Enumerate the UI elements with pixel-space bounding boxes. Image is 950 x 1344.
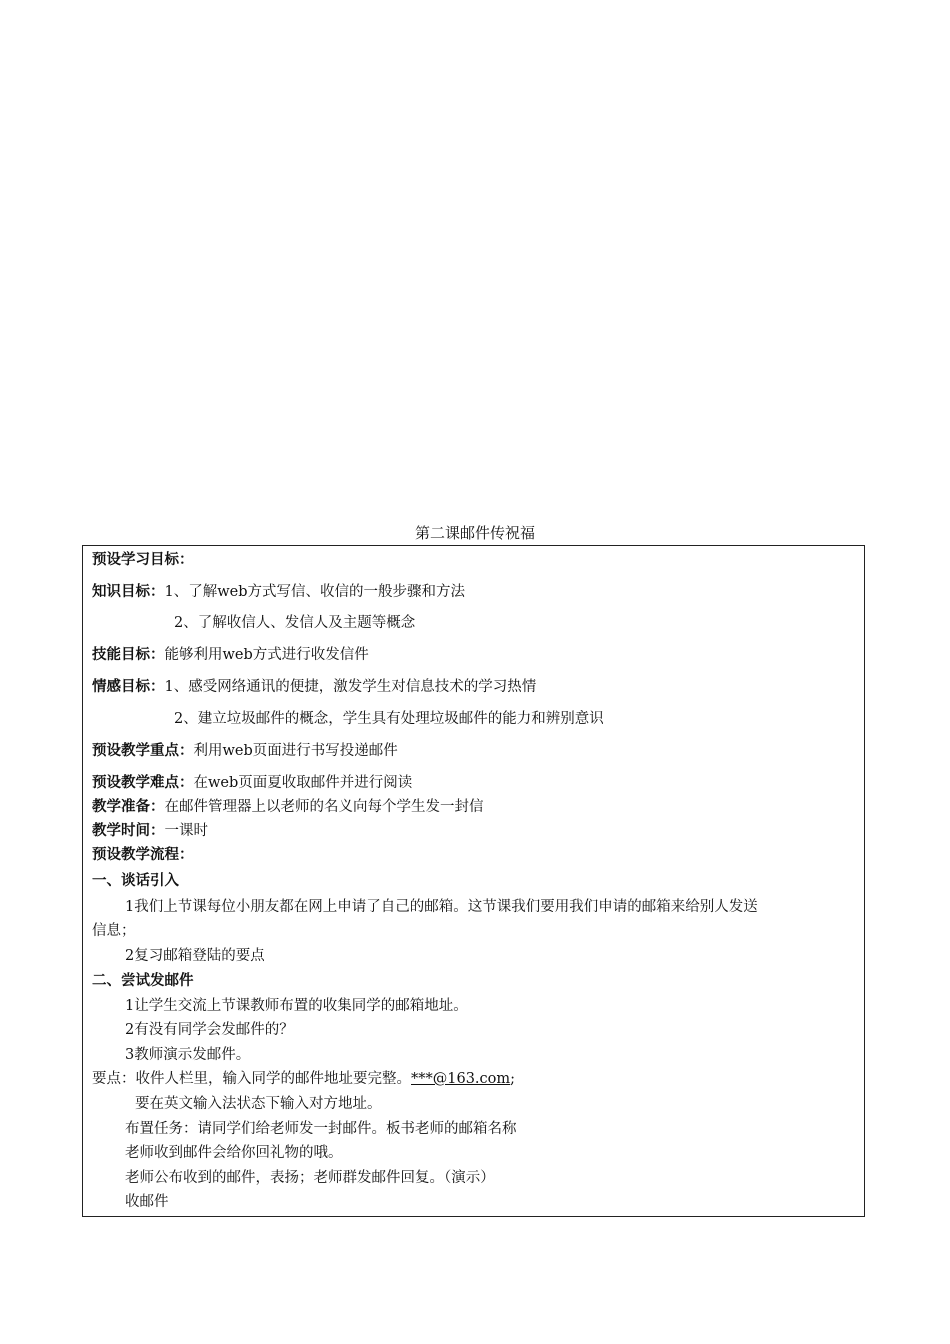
- section-2-heading: 二、尝试发邮件: [92, 973, 194, 989]
- teaching-time: [92, 821, 208, 841]
- skill-goal: [92, 645, 369, 665]
- difficulty-text: 在web页面夏收取邮件并进行阅读: [193, 775, 413, 791]
- task-assignment: 布置任务：请同学们给老师发一封邮件。板书老师的邮箱名称: [125, 1121, 517, 1137]
- emotion-label: 情感目标：: [92, 679, 165, 695]
- section-1-point-1-cont: 信息；: [92, 923, 136, 939]
- gift-note: 老师收到邮件会给你回礼物的哦。: [125, 1145, 343, 1161]
- key-points-tail: ;: [510, 1071, 516, 1087]
- time-text: 一课时: [164, 823, 208, 839]
- flow-heading: 预设教学流程：: [92, 847, 194, 863]
- document-title: 第二课邮件传祝福: [414, 524, 535, 542]
- prep-label: 教学准备：: [92, 799, 165, 815]
- section-2-point-2: 2有没有同学会发邮件的？: [125, 1022, 294, 1038]
- emotion-item-2: 2、建立垃圾邮件的概念，学生具有处理垃圾邮件的能力和辨别意识: [174, 711, 604, 727]
- section-1-heading: 一、谈话引入: [92, 873, 179, 889]
- knowledge-goal: [92, 582, 465, 602]
- knowledge-label: 知识目标：: [92, 584, 165, 600]
- teaching-prep: [92, 797, 484, 817]
- section-2-point-3: 3教师演示发邮件。: [125, 1047, 251, 1063]
- difficulty-label: 预设教学难点：: [92, 775, 194, 791]
- skill-label: 技能目标：: [92, 647, 165, 663]
- focus-label: 预设教学重点：: [92, 743, 194, 759]
- teaching-difficulty: [92, 773, 412, 793]
- focus-text: 利用web页面进行书写投递邮件: [193, 743, 398, 759]
- receive-mail: 收邮件: [125, 1194, 169, 1210]
- section-2-point-1: 1让学生交流上节课教师布置的收集同学的邮箱地址。: [125, 998, 468, 1014]
- skill-text: 能够利用web方式进行收发信件: [164, 647, 369, 663]
- key-points-2: 要在英文输入法状态下输入对方地址。: [135, 1096, 382, 1112]
- email-link[interactable]: ***@163.com: [411, 1071, 511, 1087]
- knowledge-item-2: 2、了解收信人、发信人及主题等概念: [174, 615, 416, 631]
- teaching-focus: [92, 741, 398, 761]
- knowledge-item-1: 1、了解web方式写信、收信的一般步骤和方法: [164, 584, 465, 600]
- emotion-item-1: 1、感受网络通讯的便捷，激发学生对信息技术的学习热情: [164, 679, 537, 695]
- goal-heading: 预设学习目标：: [92, 552, 194, 568]
- key-points: [92, 1069, 515, 1089]
- key-points-text: 要点：收件人栏里，输入同学的邮件地址要完整。: [92, 1071, 411, 1087]
- prep-text: 在邮件管理器上以老师的名义向每个学生发一封信: [164, 799, 484, 815]
- section-1-point-1: 1我们上节课每位小朋友都在网上申请了自己的邮箱。这节课我们要用我们申请的邮箱来给别人发送: [125, 899, 758, 915]
- publish-note: 老师公布收到的邮件，表扬；老师群发邮件回复。（演示）: [125, 1170, 495, 1186]
- emotion-goal: [92, 677, 536, 697]
- time-label: 教学时间：: [92, 823, 165, 839]
- section-1-point-2: 2复习邮箱登陆的要点: [125, 948, 265, 964]
- lesson-plan-table: [82, 545, 865, 1217]
